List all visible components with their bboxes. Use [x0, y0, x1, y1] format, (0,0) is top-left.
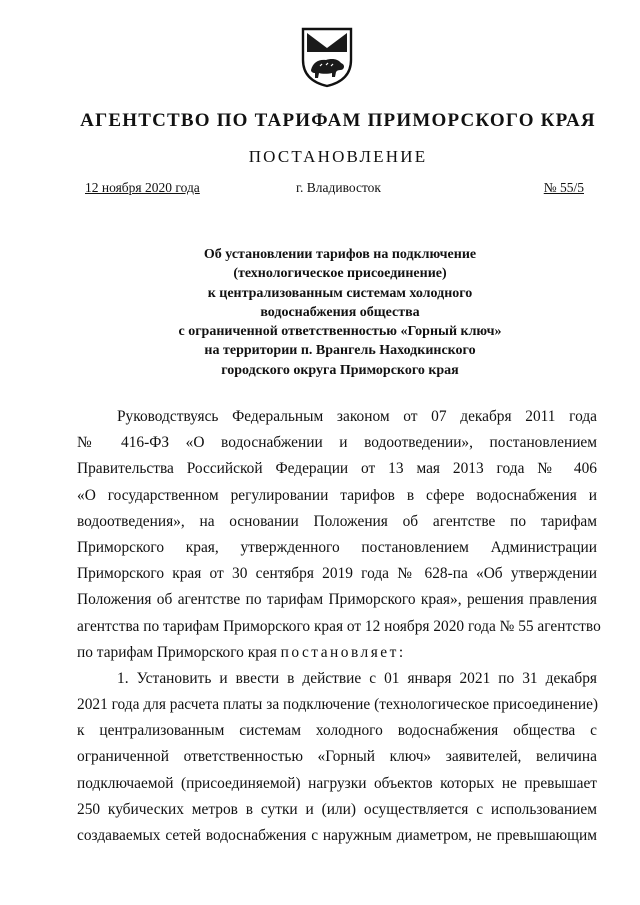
body-line: агентства по тарифам Приморского края от 12 ноября 2020 года № 55 агентство: [77, 617, 601, 635]
body-line: Правительства Российской Федерации от 13 мая 2013 года № 406: [77, 460, 597, 478]
document-type: ПОСТАНОВЛЕНИЕ: [248, 147, 428, 166]
resolution-word: постановляет:: [280, 643, 406, 661]
document-body: [77, 404, 601, 849]
body-line: к централизованным системам холодного водоснабжения общества с: [77, 722, 597, 740]
subject-line: городского округа Приморского края: [221, 362, 459, 378]
subject-line: (технологическое присоединение): [233, 266, 447, 282]
body-line: Руководствуясь Федеральным законом от 07 декабря 2011 года: [117, 408, 597, 425]
body-line: создаваемых сетей водоснабжения с наружным диаметром, не превышающим: [77, 827, 597, 844]
body-line: 1. Установить и ввести в действие с 01 января 2021 по 31 декабря: [117, 669, 597, 687]
body-line: Приморского края от 30 сентября 2019 года № 628-па «Об утверждении: [77, 565, 597, 583]
document-city: г. Владивосток: [296, 180, 381, 195]
subject-line: на территории п. Врангель Находкинского: [204, 343, 476, 359]
coat-of-arms-icon: [300, 26, 354, 88]
subject-line: с ограниченной ответственностью «Горный ключ»: [178, 324, 502, 340]
body-line: 250 кубических метров в сутки и (или) осуществляется с использованием: [77, 800, 597, 818]
document-number: № 55/5: [543, 180, 584, 195]
document-subject: [130, 245, 550, 380]
document-date: 12 ноября 2020 года: [85, 180, 200, 195]
body-line: водоотведения», на основании Положения об агентстве по тарифам: [77, 512, 597, 530]
body-line: № 416-ФЗ «О водоснабжении и водоотведении», постановлением: [77, 434, 597, 452]
body-line: 2021 года для расчета платы за подключение (технологическое присоединение): [77, 696, 599, 714]
subject-line: водоснабжения общества: [260, 304, 420, 320]
body-line: Положения об агентстве по тарифам Приморского края», решения правления: [77, 591, 597, 609]
body-line: [77, 640, 597, 666]
agency-title: АГЕНТСТВО ПО ТАРИФАМ ПРИМОРСКОГО КРАЯ: [80, 110, 596, 131]
subject-line: Об установлении тарифов на подключение: [203, 247, 477, 262]
body-line: «О государственном регулировании тарифов в сфере водоснабжения и: [77, 486, 597, 504]
body-line: подключаемой (присоединяемой) нагрузки объектов которых не превышает: [77, 774, 597, 792]
body-line: Приморского края, утвержденного постановлением Администрации: [77, 538, 597, 556]
body-text: по тарифам Приморского края: [77, 643, 281, 661]
body-line: ограниченной ответственностью «Горный ключ» заявителей, величина: [77, 748, 597, 766]
subject-line: к централизованным системам холодного: [207, 285, 473, 301]
